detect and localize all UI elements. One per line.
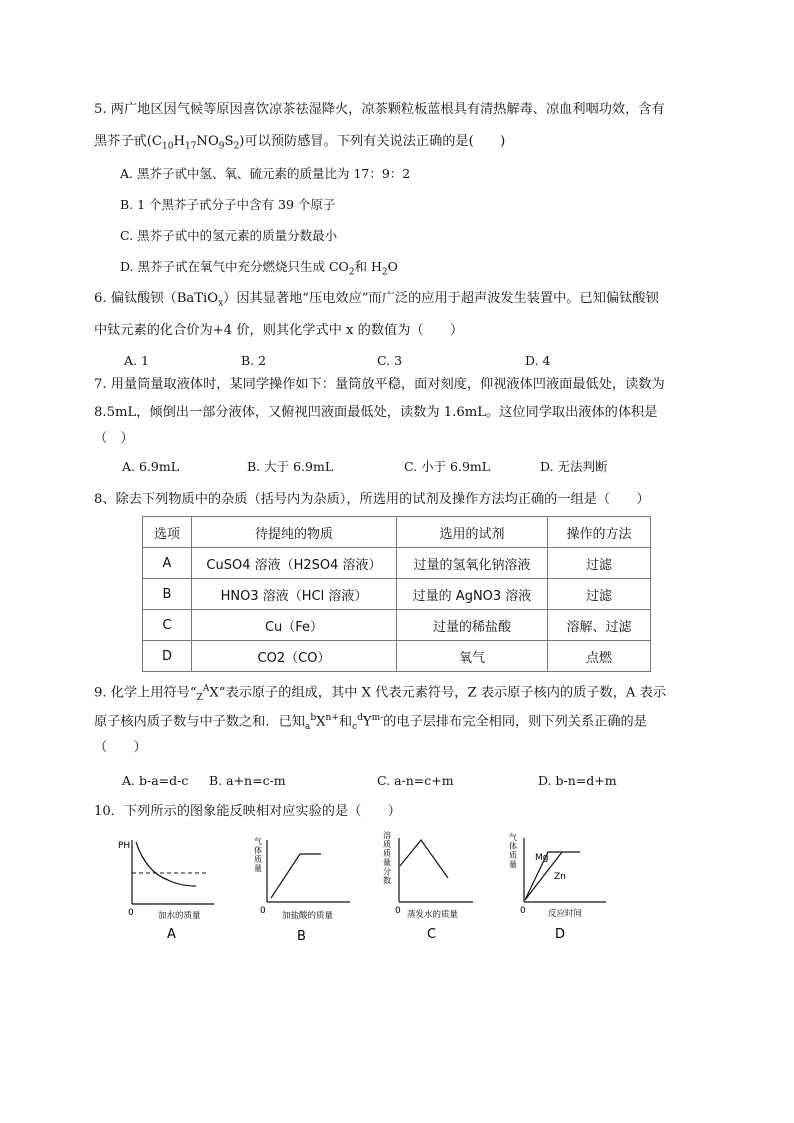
q7-stem-line1: 7. 用量筒量取液体时，某同学操作如下：量筒放平稳，面对刻度，仰视液体凹液面最低处，读数为 xyxy=(94,377,665,392)
graph-c-origin: 0 xyxy=(395,906,401,916)
q6-option-d: D. 4 xyxy=(525,353,551,368)
q9-option-b: B. a+n=c-m xyxy=(209,773,286,788)
graph-b-xlabel: 加盐酸的质量 xyxy=(282,911,334,921)
table-cell: 过量的稀盐酸 xyxy=(397,610,548,641)
q7-stem-line2: 8.5mL，倾倒出一部分液体，又俯视凹液面最低处，读数为 1.6mL。这位同学取出液体的体积是 xyxy=(94,405,658,420)
q5-d-sub1: 2 xyxy=(348,267,355,278)
graph-d-ylabel-3: 质 xyxy=(509,851,517,860)
q5-line2-pre: 黑芥子甙(C xyxy=(94,134,162,149)
table-cell: B xyxy=(143,579,192,610)
q9-ion2-charge: m- xyxy=(371,713,384,723)
table-row xyxy=(143,548,651,579)
table-cell: C xyxy=(143,610,192,641)
graph-a-letter: A xyxy=(167,927,176,942)
q8-table xyxy=(142,516,651,672)
graph-b-ylabel-4: 量 xyxy=(254,864,262,873)
q9-line1-post: ”表示原子的组成，其中 X 代表元素符号，Z 表示原子核内的质子数，A 表示 xyxy=(218,685,667,701)
graph-d-mg-label: Mg xyxy=(535,853,549,863)
graph-c-ylabel-4: 量 xyxy=(383,858,391,867)
q9-and: 和 xyxy=(338,714,353,730)
q5-stem-line2 xyxy=(94,133,505,156)
graph-b-ylabel-3: 质 xyxy=(254,855,262,864)
table-header-cell: 选用的试剂 xyxy=(397,517,548,548)
q5-d-sub2: 2 xyxy=(381,267,388,278)
table-header-row xyxy=(143,517,651,548)
q5-d-post: O xyxy=(387,259,398,274)
q10-graph-a xyxy=(110,832,220,944)
q10-graph-d xyxy=(504,828,614,940)
graph-c-ylabel-5: 分 xyxy=(383,867,391,876)
q5-option-b: B. 1 个黑芥子甙分子中含有 39 个原子 xyxy=(120,197,336,212)
table-cell: CO2（CO） xyxy=(192,641,397,672)
table-cell: 过滤 xyxy=(548,579,651,610)
graph-b-origin: 0 xyxy=(260,906,266,916)
table-header-cell: 选项 xyxy=(143,517,192,548)
graph-a-curve xyxy=(136,842,196,886)
graph-d-ylabel-1: 气 xyxy=(509,833,517,842)
q8-stem: 8、除去下列物质中的杂质（括号内为杂质），所选用的试剂及操作方法均正确的一组是（ ） xyxy=(94,492,650,507)
graph-d-letter: D xyxy=(555,927,566,940)
graph-d-zn-label: Zn xyxy=(554,872,566,882)
table-cell: A xyxy=(143,548,192,579)
q5-option-c: C. 黑芥子甙中的氢元素的质量分数最小 xyxy=(120,228,338,243)
table-header-cell: 操作的方法 xyxy=(548,517,651,548)
q9-stem-line2 xyxy=(94,709,647,736)
q9-ion1-b: b xyxy=(310,713,317,723)
graph-d-xlabel: 反应时间 xyxy=(548,909,583,919)
table-cell: 过量的 AgNO3 溶液 xyxy=(397,579,548,610)
q9-stem-line1 xyxy=(94,680,666,707)
q6-stem-line1 xyxy=(94,290,659,313)
q9-ion1-x: X xyxy=(316,714,326,730)
q5-h-sub: 17 xyxy=(184,141,197,152)
graph-c-letter: C xyxy=(427,927,437,940)
q9-z: Z xyxy=(196,693,203,704)
q6-line1-pre: 6. 偏钛酸钡（BaTiO xyxy=(94,291,219,306)
graph-c-ylabel-1: 溶 xyxy=(383,831,391,840)
table-cell: 氧气 xyxy=(397,641,548,672)
q5-no-sub: 9 xyxy=(218,141,225,152)
q5-option-a: A. 黑芥子甙中氢、氧、硫元素的质量比为 17：9：2 xyxy=(120,166,411,181)
graph-a-origin: 0 xyxy=(128,908,134,918)
q5-s: S xyxy=(224,134,234,149)
q6-line1-post: ）因其显著地“压电效应”而广泛的应用于超声波发生装置中。已知偏钛酸钡 xyxy=(223,291,659,306)
table-cell: 过滤 xyxy=(548,548,651,579)
graph-c-line xyxy=(400,840,448,878)
graph-c-ylabel-6: 数 xyxy=(383,876,391,885)
q10-stem: 10．下列所示的图象能反映相对应实验的是（ ） xyxy=(94,804,401,819)
q9-option-c: C. a-n=c+m xyxy=(377,773,454,788)
q5-h: H xyxy=(173,134,185,149)
q7-option-c: C. 小于 6.9mL xyxy=(404,459,491,474)
graph-d-ylabel-2: 体 xyxy=(509,842,517,851)
q6-stem-line2: 中钛元素的化合价为+4 价，则其化学式中 x 的数值为（ ） xyxy=(94,323,464,338)
table-row xyxy=(143,610,651,641)
q9-a: A xyxy=(202,684,210,694)
q10-graph-b xyxy=(244,832,364,944)
q7-option-d: D. 无法判断 xyxy=(540,459,608,474)
table-cell: 溶解、过滤 xyxy=(548,610,651,641)
q9-ion1-a: a xyxy=(305,722,311,733)
q9-ion2-c: c xyxy=(352,722,358,733)
q5-d-mid: 和 H xyxy=(354,259,382,274)
q9-option-a: A. b-a=d-c xyxy=(122,773,189,788)
graph-c-xlabel: 蒸发水的质量 xyxy=(407,910,459,920)
q9-line2-post: 的电子层排布完全相同，则下列关系正确的是 xyxy=(383,714,647,730)
q5-line2-post: )可以预防感冒。下列有关说法正确的是( ) xyxy=(239,134,506,149)
q6-option-b: B. 2 xyxy=(241,353,267,368)
graph-a-xlabel: 加水的质量 xyxy=(158,911,201,921)
graph-a-ylabel: PH xyxy=(118,841,131,851)
q5-c-sub: 10 xyxy=(162,141,174,152)
q9-line1-pre: 9. 化学上用符号“ xyxy=(94,685,197,701)
q9-ion2-d: d xyxy=(357,713,363,723)
q10-graph-c xyxy=(378,828,478,940)
graph-b-ylabel-2: 体 xyxy=(254,846,262,855)
q6-option-c: C. 3 xyxy=(377,353,403,368)
q5-no: NO xyxy=(196,134,219,149)
table-row xyxy=(143,579,651,610)
graph-d-mg-line xyxy=(525,852,580,900)
q5-option-d xyxy=(120,258,398,282)
q7-stem-line3: （ ） xyxy=(94,431,134,446)
graph-c-ylabel-3: 质 xyxy=(383,849,391,858)
q5-s-sub: 2 xyxy=(233,141,240,152)
q7-option-a: A. 6.9mL xyxy=(122,459,180,474)
table-cell: 过量的氢氧化钠溶液 xyxy=(397,548,548,579)
q6-line1-sub: x xyxy=(218,298,224,309)
q9-ion1-charge: n+ xyxy=(325,713,339,723)
q6-option-a: A. 1 xyxy=(124,353,149,368)
q9-option-d: D. b-n=d+m xyxy=(538,773,617,788)
q5-stem-line1: 5. 两广地区因气候等原因喜饮凉茶祛湿降火，凉茶颗粒板蓝根具有清热解毒、凉血利咽功效，含有 xyxy=(94,102,665,117)
table-cell: D xyxy=(143,641,192,672)
table-cell: HNO3 溶液（HCl 溶液） xyxy=(192,579,397,610)
graph-b-letter: B xyxy=(297,929,306,944)
q5-d-pre: D. 黑芥子甙在氧气中充分燃烧只生成 CO xyxy=(120,259,349,274)
q9-line2-pre: 原子核内质子数与中子数之和．已知 xyxy=(94,714,305,730)
table-cell: Cu（Fe） xyxy=(192,610,397,641)
graph-d-origin: 0 xyxy=(520,906,526,916)
table-row xyxy=(143,641,651,672)
graph-c-ylabel-2: 质 xyxy=(383,840,391,849)
q7-option-b: B. 大于 6.9mL xyxy=(247,459,334,474)
table-cell: CuSO4 溶液（H2SO4 溶液） xyxy=(192,548,397,579)
q9-stem-line3: （ ） xyxy=(94,740,147,755)
table-cell: 点燃 xyxy=(548,641,651,672)
q9-x: X xyxy=(209,685,219,701)
graph-d-ylabel-4: 量 xyxy=(509,860,517,869)
graph-b-ylabel-1: 气 xyxy=(254,837,262,846)
graph-b-line xyxy=(271,854,321,898)
q9-ion2-y: Y xyxy=(362,714,372,730)
table-header-cell: 待提纯的物质 xyxy=(192,517,397,548)
